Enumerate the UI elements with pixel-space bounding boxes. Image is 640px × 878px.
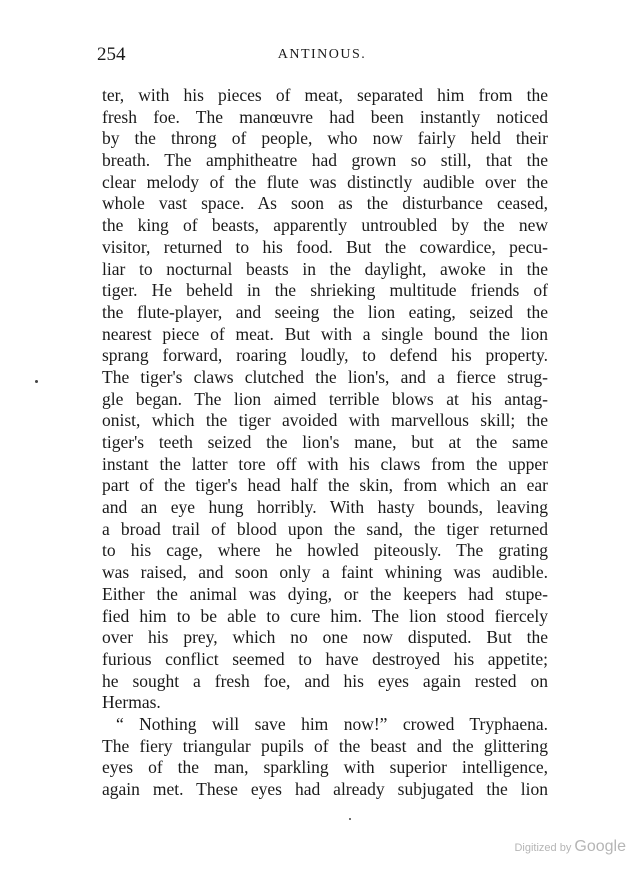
text-line: the king of beasts, apparently untroubled by the new (102, 215, 548, 236)
text-line: and an eye hung horribly. With hasty bounds, leaving (102, 497, 548, 518)
digitized-brand: Google (574, 838, 626, 855)
digitized-prefix: Digitized by (514, 842, 572, 854)
text-line: Hermas. (102, 692, 161, 713)
text-line: nearest piece of meat. But with a single bound the lion (102, 323, 548, 344)
text-line: liar to nocturnal beasts in the daylight, awoke in the (102, 258, 548, 279)
text-line: the flute-player, and seeing the lion eating, seized the (102, 301, 548, 322)
text-line: tiger. He beheld in the shrieking multitude friends of (102, 280, 548, 301)
text-line: by the throng of people, who now fairly held their (102, 128, 548, 149)
page-number: 254 (97, 44, 126, 65)
text-line: Either the animal was dying, or the keepers had stupe- (102, 583, 548, 604)
text-line: onist, which the tiger avoided with marvellous skill; the (102, 410, 548, 431)
body-text (102, 85, 548, 801)
text-line: ter, with his pieces of meat, separated him from the (102, 85, 548, 105)
running-title: ANTINOUS. (277, 47, 367, 62)
text-line: gle began. The lion aimed terrible blows at his antag- (102, 388, 548, 409)
text-line: again met. These eyes had already subjugated the lion (102, 779, 548, 799)
margin-speck (35, 380, 38, 383)
text-line: clear melody of the flute was distinctly audible over the (102, 171, 548, 192)
text-line: a broad trail of blood upon the sand, the tiger returned (102, 518, 548, 539)
text-line: sprang forward, roaring loudly, to defend his property. (102, 345, 548, 366)
text-line: The tiger's claws clutched the lion's, and a fierce strug- (102, 366, 548, 387)
page-header (97, 44, 547, 66)
text-line: to his cage, where he howled piteously. The grating (102, 540, 548, 561)
text-line: eyes of the man, sparkling with superior intelligence, (102, 757, 548, 778)
text-line: he sought a fresh foe, and his eyes again rested on (102, 670, 548, 691)
text-line: instant the latter tore off with his claws from the upper (102, 453, 548, 474)
text-line: over his prey, which no one now disputed. But the (102, 627, 548, 648)
text-line: fied him to be able to cure him. The lion stood fiercely (102, 605, 548, 626)
margin-speck (349, 818, 351, 820)
text-line: breath. The amphitheatre had grown so still, that the (102, 150, 548, 171)
digitized-watermark (514, 838, 626, 856)
text-line: was raised, and soon only a faint whining was audible. (102, 562, 548, 583)
text-line: fresh foe. The manœuvre had been instantly noticed (102, 106, 548, 127)
text-line: The fiery triangular pupils of the beast and the glittering (102, 735, 548, 756)
text-line: tiger's teeth seized the lion's mane, but at the same (102, 432, 548, 452)
text-line: part of the tiger's head half the skin, from which an ear (102, 475, 548, 496)
text-line: whole vast space. As soon as the disturbance ceased, (102, 193, 548, 214)
text-line: visitor, returned to his food. But the cowardice, pecu- (102, 236, 548, 257)
text-line: furious conflict seemed to have destroyed his appetite; (102, 648, 548, 669)
text-line: “ Nothing will save him now!” crowed Tryphaena. (116, 713, 548, 734)
